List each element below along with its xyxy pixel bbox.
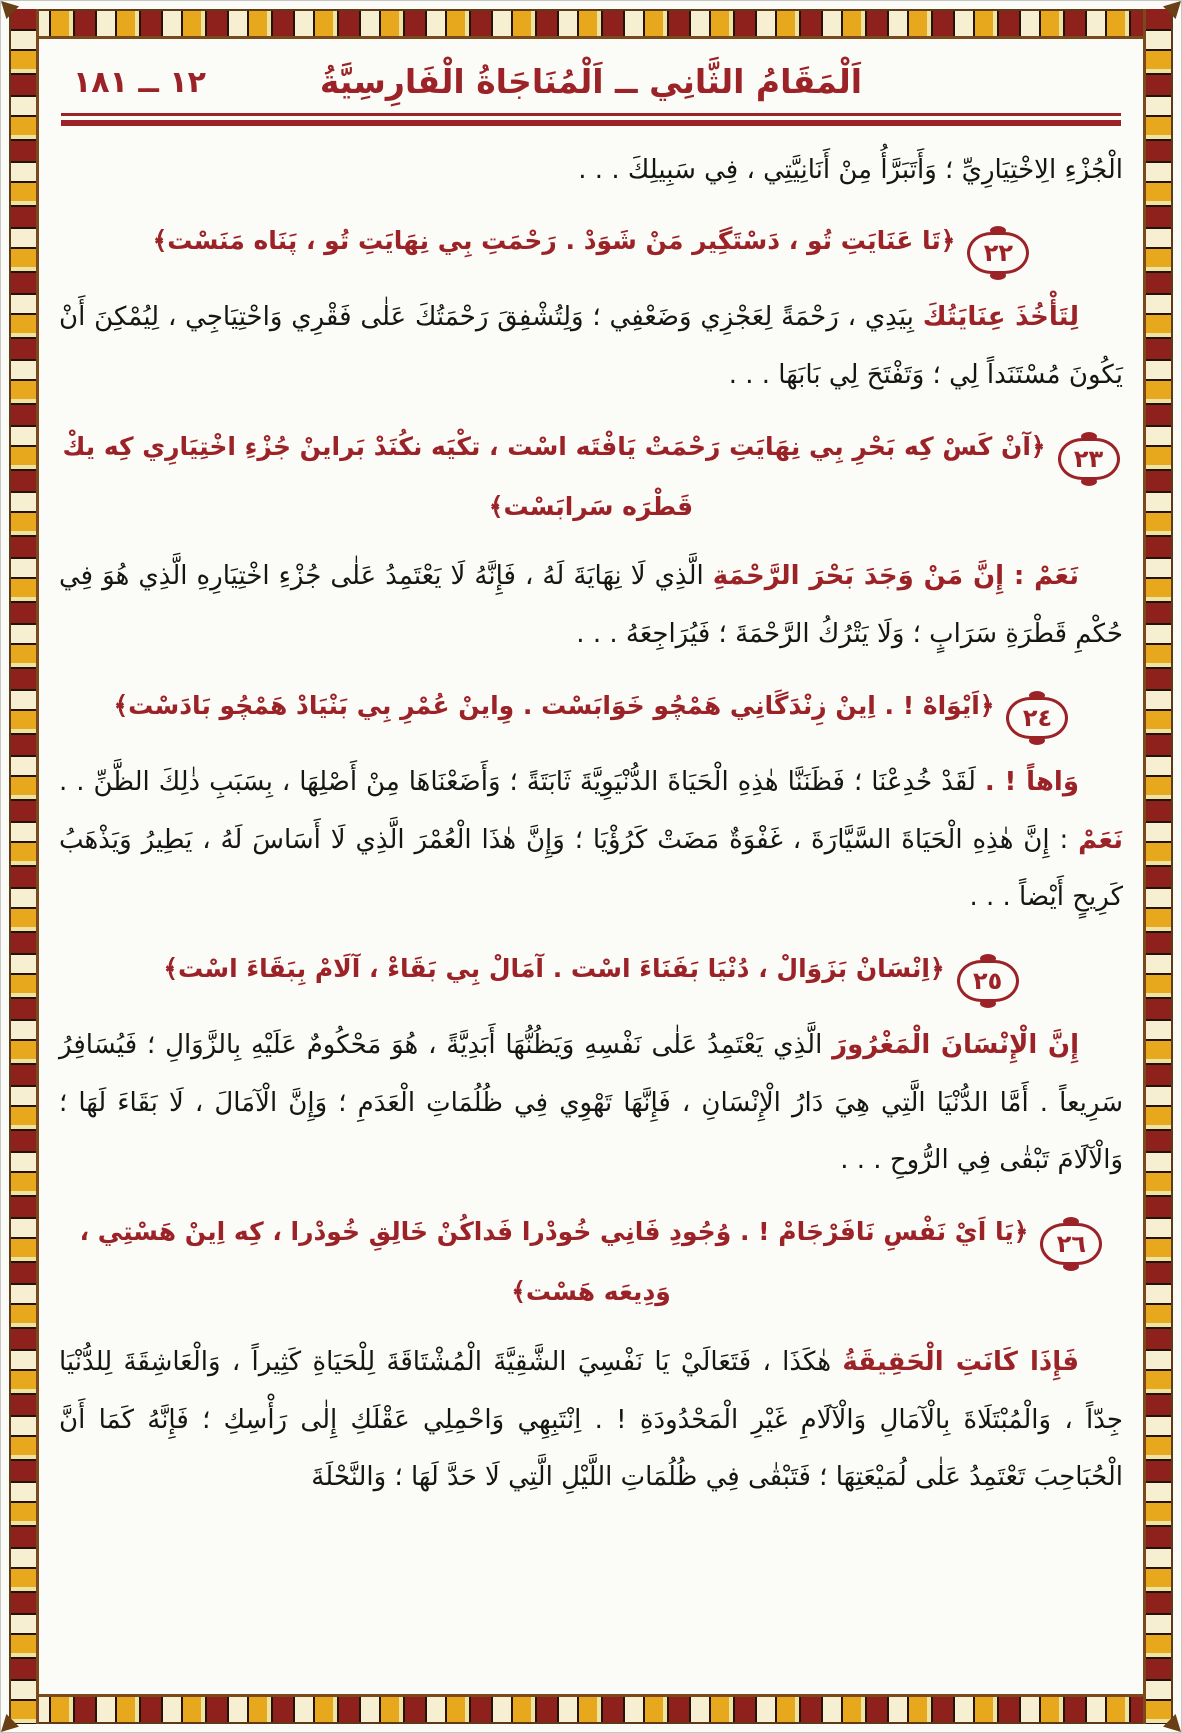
commentary-text: هٰكَذَا ، فَتَعَالَيْ يَا نَفْسِيَ الشَّقِيَّةَ الْمُشْتَاقَةَ لِلْحَيَاةِ كَثِيراً ، وَالْعَاشِقَةَ لِلدُّنْيَا جِدّاً ، وَالْمُبْتَلَاةَ بِالْآمَالِ وَالْآلَامِ غَيْرِ الْمَحْدُودَةِ ! . اِنْتَبِهِي وَاحْمِلِي عَقْلَكِ إِلٰى رَأْسِكِ ؛ فَإِنَّهُ كَمَا أَنَّ الْحُبَاحِبَ تَعْتَمِدُ عَلٰى لُمَيْعَتِهَا ؛ فَتَبْقٰى فِي ظُلُمَاتِ اللَّيْلِ الَّتِي لَا حَدَّ لَهَا ؛ وَالنَّحْلَةَ [59, 1346, 1123, 1493]
commentary-lead: نَعَمْ : إِنَّ مَنْ وَجَدَ بَحْرَ الرَّحْمَةِ [712, 561, 1079, 592]
page-content [41, 41, 1141, 1692]
commentary-24 [59, 754, 1123, 927]
commentary-26 [59, 1334, 1123, 1507]
verse-number-medallion-25: ٢٥ [957, 960, 1019, 1002]
paragraph-continuation [59, 142, 1123, 200]
commentary-23 [59, 548, 1123, 663]
verse-number-medallion-24: ٢٤ [1006, 697, 1068, 739]
commentary-lead: لِتَأْخُذَ عِنَايَتُكَ [922, 302, 1079, 333]
page-title: اَلْمَقَامُ الثَّانِي ــ اَلْمُنَاجَاةُ الْفَارِسِيَّةُ [319, 62, 863, 101]
header-divider [61, 113, 1121, 126]
verse-number-medallion-26: ٢٦ [1040, 1223, 1102, 1265]
commentary-25 [59, 1017, 1123, 1190]
verse-24 [59, 679, 1123, 739]
commentary-text: الَّذِي يَعْتَمِدُ عَلٰى نَفْسِهِ وَيَظُنُّهَا أَبَدِيَّةً ، هُوَ مَحْكُومٌ عَلَيْهِ بِالزَّوَالِ ؛ فَيُسَافِرُ سَرِيعاً . أَمَّا الدُّنْيَا الَّتِي هِيَ دَارُ الْإِنْسَانِ ، فَإِنَّهَا تَهْوِي فِي ظُلُمَاتِ الْعَدَمِ ؛ وَإِنَّ الْآمَالَ ، لَا بَقَاءَ لَهَا ؛ وَالْآلَامَ تَبْقٰى فِي الرُّوحِ . . . [59, 1030, 1123, 1176]
verse-text-22: ﴿تَا عَنَايَتِ تُو ، دَسْتَگِير مَنْ شَوَدْ . رَحْمَتِ بِي نِهَايَتِ تُو ، پَنَاه مَنَسْت﴾ [152, 226, 956, 256]
verse-text-24: ﴿اَيْوَاهْ ! . اِينْ زِنْدَگَانِي هَمْچُو خَوَابَسْت . وِاينْ عُمْرِ بِي بَنْيَادْ هَمْچُو بَادَسْت﴾ [113, 690, 995, 720]
verse-26 [59, 1205, 1123, 1319]
page-number: ١٢ ــ ١٨١ [73, 65, 206, 100]
commentary-lead-2: نَعَمْ [1078, 824, 1123, 855]
commentary-text: لَقَدْ خُدِعْنَا ؛ فَظَنَنَّا هٰذِهِ الْحَيَاةَ الدُّنْيَوِيَّةَ ثَابَتَةً ؛ وَأَضَعْنَاهَا مِنْ أَصْلِهَا ، بِسَبَبِ ذٰلِكَ الظَّنِّ . . [59, 766, 985, 797]
ornamental-border-right [1143, 9, 1173, 1724]
paragraph-text: الْجُزْءِ الِاخْتِيَارِيِّ ؛ وَأَتَبَرَّأُ مِنْ أَنَانِيَّتِي ، فِي سَبِيلِكَ . . . [578, 154, 1123, 185]
ornamental-border-bottom [9, 1694, 1173, 1724]
commentary-text: بِيَدِي ، رَحْمَةً لِعَجْزِي وَضَعْفِي ؛ وَلِتُشْفِقَ رَحْمَتُكَ عَلٰى فَقْرِي وَاحْتِيَاجِي ، لِيُمْكِنَ أَنْ يَكُونَ مُسْتَنَداً لِي ؛ وَتَفْتَحَ لِي بَابَهَا . . . [59, 302, 1123, 390]
verse-number-medallion-23: ٢٣ [1058, 438, 1120, 480]
commentary-22 [59, 289, 1123, 404]
verse-23 [59, 420, 1123, 534]
body-text [59, 142, 1123, 1508]
commentary-lead: فَإِذَا كَانَتِ الْحَقِيقَةُ [842, 1346, 1079, 1377]
ornamental-border-left [9, 9, 39, 1724]
commentary-text: الَّذِي لَا نِهَايَةَ لَهُ ، فَإِنَّهُ لَا يَعْتَمِدُ عَلٰى جُزْءِ اخْتِيَارِهِ الَّذِي هُوَ فِي حُكْمِ قَطْرَةِ سَرَابٍ ؛ وَلَا يَتْرُكُ الرَّحْمَةَ ؛ فَيُرَاجِعَهُ . . . [59, 561, 1123, 650]
page-header [59, 57, 1123, 126]
ornamental-border-top [9, 9, 1173, 39]
verse-25 [59, 942, 1123, 1002]
commentary-text-2: : إِنَّ هٰذِهِ الْحَيَاةَ السَّيَّارَةَ ، غَفْوَةٌ مَضَتْ كَرُؤْيَا ؛ وَإِنَّ هٰذَا الْعُمْرَ الَّذِي لَا أَسَاسَ لَهُ ، يَطِيرُ وَيَذْهَبُ كَرِيحٍ أَيْضاً . . . [59, 824, 1123, 913]
commentary-lead: إِنَّ الْإِنْسَانَ الْمَغْرُورَ [832, 1030, 1079, 1060]
verse-text-25: ﴿اِنْسَانْ بَزَوَالْ ، دُنْيَا بَفَنَاءَ اسْت . آمَالْ بِي بَقَاءْ ، آلَامْ بِبَقَاءَ اسْت﴾ [163, 954, 945, 983]
verse-text-23: ﴿آنْ كَسْ كِه بَحْرِ بِي نِهَايَتِ رَحْمَتْ يَافْتَه اسْت ، تكْيَه نكُنَدْ بَراينْ جُزْءِ اخْتِيَارِي كِه يكْ قَطْرَه سَرابَسْت﴾ [62, 431, 1046, 521]
verse-number-medallion-22: ٢٢ [967, 232, 1029, 274]
verse-22 [59, 214, 1123, 274]
verse-text-26: ﴿يَا اَيْ نَفْسِ نَافَرْجَامْ ! . وُجُودِ فَانِي خُودْرا فَداكُنْ خَالِقِ خُودْرا ، كِه اِينْ هَسْتِي ، وَدِيعَه هَسْت﴾ [79, 1217, 1029, 1307]
commentary-lead: وَاهاً ! . [984, 766, 1079, 797]
